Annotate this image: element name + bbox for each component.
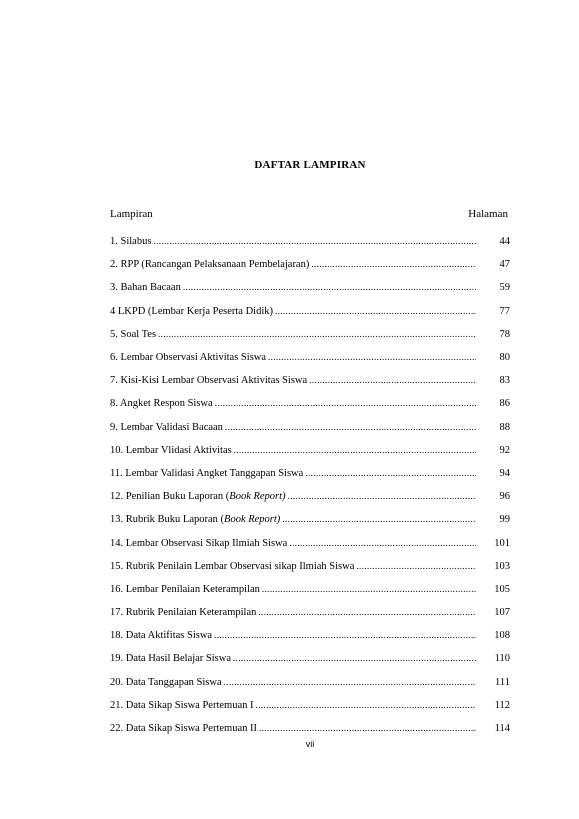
entry-label-text: 10. Lembar Vlidasi Aktivitas <box>110 444 232 456</box>
entry-label-italic: Book Report) <box>229 491 286 503</box>
list-item <box>110 323 510 346</box>
dot-leader <box>262 584 476 594</box>
entry-label-text: 8. Angket Respon Siswa <box>110 398 213 410</box>
dot-leader <box>259 723 476 733</box>
entry-title <box>110 468 476 479</box>
entry-page-number: 77 <box>499 305 510 317</box>
list-item <box>110 601 510 624</box>
list-item <box>110 508 510 531</box>
entry-title <box>110 375 476 386</box>
entry-label-text: 18. Data Aktifitas Siswa <box>110 630 213 642</box>
entry-title <box>110 445 476 456</box>
entry-page-number: 86 <box>499 398 510 410</box>
entry-label <box>110 259 309 270</box>
entry-page-number: 59 <box>499 282 510 294</box>
entry-page-number: 112 <box>494 699 510 711</box>
entry-title <box>110 282 476 293</box>
entry-label <box>110 700 253 711</box>
list-item <box>110 578 510 601</box>
entry-page-number: 92 <box>499 444 510 456</box>
entry-label <box>110 538 287 549</box>
entry-label-text: 22. Data Sikap Siswa Pertemuan II <box>110 723 257 735</box>
list-item <box>110 717 510 740</box>
entry-title <box>110 561 476 572</box>
entry-label-text: 13. Rubrik Buku Laporan ( <box>110 514 225 526</box>
entry-label-text: 4 LKPD (Lembar Kerja Peserta Didik) <box>110 305 273 317</box>
dot-leader <box>233 653 476 663</box>
entry-title <box>110 491 476 502</box>
dot-leader <box>183 282 476 292</box>
list-item <box>110 300 510 323</box>
entry-title <box>110 398 476 409</box>
entry-title <box>110 584 476 595</box>
entry-page-number: 83 <box>499 375 510 387</box>
entry-title <box>110 630 476 641</box>
list-item <box>110 624 510 647</box>
entry-label <box>110 491 286 502</box>
entry-title <box>110 236 476 247</box>
dot-leader <box>258 607 476 617</box>
entry-label <box>110 398 213 409</box>
dot-leader <box>288 491 476 501</box>
entry-label <box>110 723 257 734</box>
entry-page-number: 108 <box>494 630 510 642</box>
dot-leader <box>311 259 476 269</box>
entry-page-number: 107 <box>494 607 510 619</box>
entry-page-number: 44 <box>499 236 510 248</box>
entry-title <box>110 653 476 664</box>
entry-label-text: 6. Lembar Observasi Aktivitas Siswa <box>110 352 267 364</box>
entry-label-text: 5. Soal Tes <box>110 328 157 340</box>
entry-label-text: 1. Silabus <box>110 236 152 248</box>
entry-label <box>110 445 232 456</box>
entry-label <box>110 306 273 317</box>
entry-label <box>110 653 231 664</box>
entry-page-number: 114 <box>494 723 510 735</box>
entry-label <box>110 607 256 618</box>
entry-title <box>110 723 476 734</box>
list-item <box>110 531 510 554</box>
list-item <box>110 694 510 717</box>
entry-label-text: 20. Data Tanggapan Siswa <box>110 676 222 688</box>
dot-leader <box>214 630 476 640</box>
list-item <box>110 416 510 439</box>
entry-label <box>110 352 266 363</box>
entry-label <box>110 329 156 340</box>
entry-page-number: 96 <box>499 491 510 503</box>
entry-label-text: 14. Lembar Observasi Sikap Ilmiah Siswa <box>110 537 288 549</box>
entry-title <box>110 538 476 549</box>
entry-page-number: 111 <box>495 676 510 688</box>
entry-label-italic: Book Report) <box>224 514 281 526</box>
entry-title <box>110 700 476 711</box>
entry-label-text: 11. Lembar Validasi Angket Tanggapan Siswa <box>110 467 304 479</box>
entry-label-text: 21. Data Sikap Siswa Pertemuan I <box>110 699 254 711</box>
entry-label-text: 2. RPP (Rancangan Pelaksanaan Pembelajaran) <box>110 259 310 271</box>
entry-label-text: 3. Bahan Bacaan <box>110 282 181 294</box>
entry-label <box>110 677 222 688</box>
dot-leader <box>224 677 476 687</box>
entry-label <box>110 514 280 525</box>
list-item <box>110 439 510 462</box>
column-header-lampiran: Lampiran <box>110 208 153 220</box>
dot-leader <box>309 375 476 385</box>
list-item <box>110 462 510 485</box>
dot-leader <box>153 236 476 246</box>
list-item <box>110 555 510 578</box>
dot-leader <box>289 538 476 548</box>
list-item <box>110 485 510 508</box>
dot-leader <box>356 561 476 571</box>
entry-page-number: 105 <box>494 583 510 595</box>
entry-page-number: 110 <box>494 653 510 665</box>
entry-label <box>110 584 260 595</box>
entry-label <box>110 422 223 433</box>
dot-leader <box>234 445 476 455</box>
entry-title <box>110 607 476 618</box>
entry-page-number: 80 <box>499 352 510 364</box>
list-item <box>110 346 510 369</box>
entry-title <box>110 352 476 363</box>
entry-page-number: 78 <box>499 328 510 340</box>
entry-label-text: 17. Rubrik Penilaian Keterampilan <box>110 607 257 619</box>
dot-leader <box>225 422 476 432</box>
list-item <box>110 671 510 694</box>
entry-title <box>110 306 476 317</box>
entry-page-number: 94 <box>499 467 510 479</box>
list-item <box>110 392 510 415</box>
dot-leader <box>275 306 476 316</box>
list-item <box>110 253 510 276</box>
entry-label <box>110 468 303 479</box>
entry-title <box>110 329 476 340</box>
entry-title <box>110 677 476 688</box>
entry-page-number: 103 <box>494 560 510 572</box>
dot-leader <box>255 700 476 710</box>
entry-page-number: 88 <box>499 421 510 433</box>
entry-title <box>110 514 476 525</box>
column-header-halaman: Halaman <box>468 208 508 220</box>
entry-page-number: 101 <box>494 537 510 549</box>
appendix-list <box>110 230 510 740</box>
entry-label <box>110 375 307 386</box>
list-item <box>110 276 510 299</box>
entry-label-text: 7. Kisi-Kisi Lembar Observasi Aktivitas Siswa <box>110 375 308 387</box>
entry-label-text: 12. Penilian Buku Laporan ( <box>110 491 230 503</box>
list-item <box>110 647 510 670</box>
entry-label-text: 9. Lembar Validasi Bacaan <box>110 421 223 433</box>
entry-label <box>110 236 151 247</box>
entry-label-text: 15. Rubrik Penilain Lembar Observasi sikap Ilmiah Siswa <box>110 560 355 572</box>
page-number-footer: vii <box>305 739 315 749</box>
entry-label-text: 19. Data Hasil Belajar Siswa <box>110 653 232 665</box>
list-item <box>110 230 510 253</box>
dot-leader <box>282 514 476 524</box>
list-item <box>110 369 510 392</box>
page-title: DAFTAR LAMPIRAN <box>254 159 366 171</box>
entry-label <box>110 561 354 572</box>
entry-title <box>110 422 476 433</box>
entry-page-number: 47 <box>499 259 510 271</box>
entry-title <box>110 259 476 270</box>
dot-leader <box>158 329 476 339</box>
dot-leader <box>215 398 476 408</box>
entry-label <box>110 630 212 641</box>
dot-leader <box>268 352 476 362</box>
entry-page-number: 99 <box>499 514 510 526</box>
dot-leader <box>305 468 476 478</box>
entry-label <box>110 282 181 293</box>
entry-label-text: 16. Lembar Penilaian Keterampilan <box>110 583 260 595</box>
